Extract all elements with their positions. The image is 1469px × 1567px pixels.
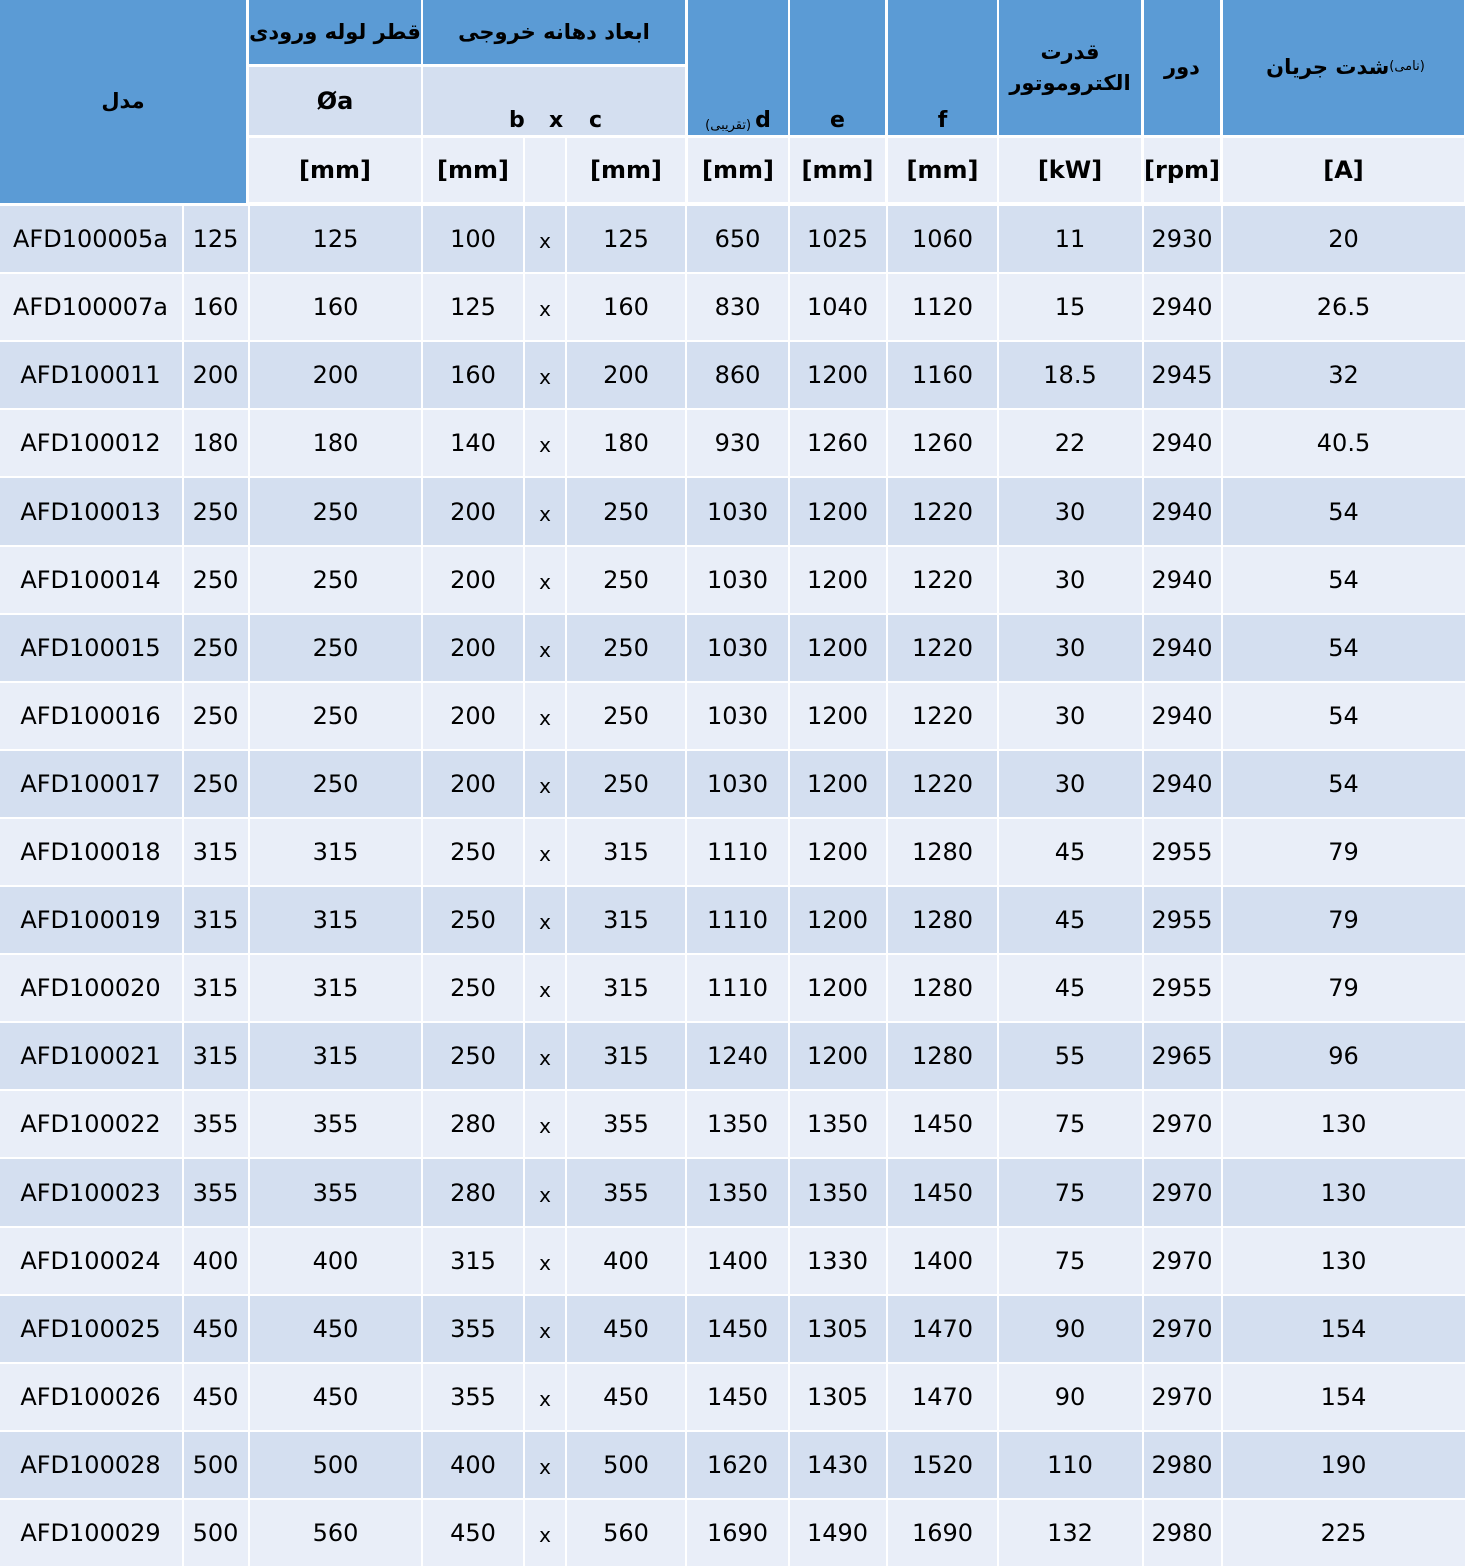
cell-e: 1430 [806, 1451, 869, 1479]
cell-kw: 75 [1054, 1110, 1086, 1138]
header-inlet-label: قطر لوله ورودی [249, 19, 421, 44]
header-power-line2: الکتروموتور [1009, 70, 1131, 95]
cell-c: 560 [603, 1519, 649, 1547]
cell-d: 1690 [706, 1519, 769, 1547]
cell-size: 250 [192, 770, 239, 798]
cell-amp: 130 [1320, 1110, 1367, 1138]
cell-kw: 90 [1054, 1383, 1086, 1411]
unit-a [249, 138, 421, 202]
header-f [888, 0, 997, 135]
cell-d: 860 [714, 361, 761, 389]
cell-a: 355 [312, 1178, 359, 1207]
cell-d: 1030 [706, 566, 769, 594]
cell-d: 1350 [706, 1178, 769, 1207]
cell-c: 355 [603, 1110, 649, 1138]
cell-size: 500 [192, 1519, 239, 1547]
cell-kw: 75 [1054, 1247, 1086, 1275]
cell-amp: 154 [1320, 1383, 1367, 1411]
cell-rpm: 2940 [1151, 429, 1213, 457]
cell-amp: 54 [1328, 770, 1359, 798]
cell-f: 1400 [911, 1247, 974, 1275]
cell-f: 1120 [911, 293, 974, 321]
cell-model: AFD100022 [20, 1110, 161, 1138]
cell-e: 1200 [806, 361, 869, 389]
column-divider [685, 204, 687, 1567]
cell-a: 450 [312, 1383, 359, 1411]
header-current [1223, 0, 1464, 135]
header-e [790, 0, 885, 135]
cell-kw: 30 [1054, 497, 1086, 526]
cell-c: 180 [603, 429, 649, 457]
outlet-c-label: c [589, 108, 603, 133]
cell-kw: 90 [1054, 1315, 1086, 1343]
cell-e: 1350 [806, 1178, 869, 1207]
cell-model: AFD100028 [20, 1451, 161, 1479]
cell-model: AFD100007a [12, 293, 169, 321]
cell-c: 250 [603, 566, 649, 594]
cell-kw: 15 [1054, 293, 1086, 321]
cell-amp: 130 [1320, 1178, 1367, 1207]
cell-c: 250 [603, 634, 649, 662]
unit-d [688, 138, 788, 202]
cell-d: 1450 [706, 1383, 769, 1411]
cell-c: 315 [603, 1042, 649, 1070]
cell-f: 1450 [911, 1110, 974, 1138]
cell-c: 160 [603, 293, 649, 321]
cell-d: 830 [714, 293, 761, 321]
cell-amp: 54 [1328, 566, 1359, 594]
cell-f: 1060 [911, 225, 974, 253]
cell-d: 930 [714, 429, 761, 457]
cell-amp: 20 [1328, 225, 1359, 253]
cell-x: x [539, 433, 551, 457]
cell-a: 250 [312, 702, 359, 730]
cell-d: 1450 [706, 1315, 769, 1343]
cell-size: 160 [192, 293, 239, 321]
cell-size: 250 [192, 497, 239, 526]
cell-model: AFD100026 [20, 1383, 161, 1411]
header-outlet [423, 0, 685, 64]
cell-kw: 30 [1054, 770, 1086, 798]
cell-f: 1280 [911, 838, 974, 866]
cell-size: 355 [192, 1178, 239, 1207]
unit-rpm-label: [rpm] [1144, 156, 1220, 184]
cell-model: AFD100005a [12, 225, 169, 253]
column-divider [248, 204, 250, 1567]
column-divider [788, 204, 790, 1567]
cell-b: 250 [450, 974, 496, 1002]
cell-c: 355 [603, 1178, 649, 1207]
cell-rpm: 2970 [1151, 1247, 1213, 1275]
cell-c: 250 [603, 497, 649, 526]
cell-a: 355 [312, 1110, 359, 1138]
cell-d: 1110 [706, 838, 769, 866]
cell-x: x [539, 842, 551, 866]
cell-amp: 130 [1320, 1247, 1367, 1275]
cell-e: 1200 [806, 974, 869, 1002]
cell-rpm: 2930 [1151, 225, 1213, 253]
cell-b: 280 [450, 1178, 496, 1207]
cell-b: 450 [450, 1519, 496, 1547]
cell-b: 250 [450, 1042, 496, 1070]
cell-c: 250 [603, 770, 649, 798]
cell-size: 250 [192, 702, 239, 730]
cell-size: 450 [192, 1383, 239, 1411]
cell-kw: 132 [1047, 1519, 1093, 1547]
cell-model: AFD100019 [20, 906, 161, 934]
cell-x: x [539, 1046, 551, 1070]
cell-model: AFD100024 [20, 1247, 161, 1275]
cell-rpm: 2955 [1151, 974, 1213, 1002]
unit-kw [999, 138, 1141, 202]
cell-amp: 32 [1328, 361, 1359, 389]
column-divider [421, 204, 423, 1567]
cell-d: 650 [714, 225, 761, 253]
cell-model: AFD100029 [20, 1519, 161, 1547]
header-power [999, 0, 1141, 135]
cell-b: 160 [450, 361, 496, 389]
cell-kw: 110 [1047, 1451, 1093, 1479]
cell-c: 125 [603, 225, 649, 253]
cell-e: 1490 [806, 1519, 869, 1547]
cell-size: 180 [192, 429, 239, 457]
cell-kw: 11 [1054, 225, 1086, 253]
cell-x: x [539, 365, 551, 389]
cell-f: 1220 [911, 770, 974, 798]
header-inlet [249, 0, 421, 64]
cell-x: x [539, 638, 551, 662]
header-d-label: d [755, 108, 771, 133]
cell-x: x [539, 1387, 551, 1411]
cell-amp: 225 [1320, 1519, 1367, 1547]
unit-kw-label: [kW] [1037, 156, 1103, 184]
cell-model: AFD100012 [20, 429, 161, 457]
cell-f: 1690 [911, 1519, 974, 1547]
cell-amp: 79 [1328, 974, 1359, 1002]
header-e-label: e [830, 108, 845, 133]
cell-kw: 55 [1054, 1042, 1086, 1070]
unit-d-label: [mm] [702, 156, 774, 184]
header-power-line1: قدرت [1040, 40, 1100, 65]
cell-e: 1200 [806, 770, 869, 798]
cell-rpm: 2970 [1151, 1178, 1213, 1207]
cell-model: AFD100018 [20, 838, 161, 866]
cell-size: 450 [192, 1315, 239, 1343]
cell-size: 400 [192, 1247, 239, 1275]
cell-amp: 154 [1320, 1315, 1367, 1343]
unit-c-label: [mm] [590, 156, 662, 184]
cell-amp: 96 [1328, 1042, 1359, 1070]
column-divider [1221, 204, 1223, 1567]
cell-b: 280 [450, 1110, 496, 1138]
cell-f: 1160 [911, 361, 974, 389]
cell-rpm: 2970 [1151, 1383, 1213, 1411]
cell-model: AFD100023 [20, 1178, 161, 1207]
cell-f: 1470 [911, 1383, 974, 1411]
cell-b: 250 [450, 838, 496, 866]
unit-a-label: [mm] [299, 156, 371, 184]
cell-a: 560 [312, 1519, 359, 1547]
cell-e: 1025 [806, 225, 869, 253]
cell-a: 250 [312, 634, 359, 662]
cell-kw: 30 [1054, 634, 1086, 662]
cell-a: 160 [312, 293, 359, 321]
inlet-symbol-label: Øa [316, 87, 354, 115]
cell-d: 1030 [706, 770, 769, 798]
header-model-label: مدل [101, 89, 145, 114]
cell-kw: 45 [1054, 974, 1086, 1002]
cell-amp: 190 [1320, 1451, 1367, 1479]
unit-e [790, 138, 885, 202]
cell-rpm: 2940 [1151, 702, 1213, 730]
cell-x: x [539, 501, 551, 526]
cell-amp: 54 [1328, 497, 1359, 526]
cell-d: 1030 [706, 497, 769, 526]
cell-amp: 54 [1328, 702, 1359, 730]
cell-c: 315 [603, 906, 649, 934]
cell-model: AFD100016 [20, 702, 161, 730]
header-rpm-label: دور [1164, 55, 1200, 80]
cell-a: 500 [312, 1451, 359, 1479]
cell-size: 315 [192, 906, 239, 934]
cell-x: x [539, 910, 551, 934]
cell-a: 315 [312, 906, 359, 934]
cell-x: x [539, 570, 551, 594]
cell-x: x [539, 706, 551, 730]
unit-amp [1223, 138, 1464, 202]
cell-rpm: 2955 [1151, 838, 1213, 866]
cell-x: x [539, 1114, 551, 1138]
unit-rpm [1144, 138, 1220, 202]
cell-model: AFD100013 [20, 497, 161, 526]
cell-d: 1620 [706, 1451, 769, 1479]
cell-a: 250 [312, 566, 359, 594]
cell-d: 1110 [706, 906, 769, 934]
cell-f: 1220 [911, 566, 974, 594]
unit-c [567, 138, 685, 202]
unit-e-label: [mm] [801, 156, 874, 184]
cell-model: AFD100025 [20, 1315, 161, 1343]
cell-kw: 75 [1054, 1178, 1086, 1207]
cell-amp: 79 [1328, 906, 1359, 934]
cell-c: 500 [603, 1451, 649, 1479]
unit-x-spacer [525, 138, 565, 202]
cell-kw: 22 [1054, 429, 1086, 457]
cell-f: 1450 [911, 1178, 974, 1207]
cell-b: 200 [450, 702, 496, 730]
cell-f: 1220 [911, 497, 974, 526]
cell-b: 200 [450, 634, 496, 662]
cell-b: 100 [450, 225, 496, 253]
cell-amp: 54 [1328, 634, 1359, 662]
cell-size: 315 [192, 838, 239, 866]
cell-c: 400 [603, 1247, 649, 1275]
cell-kw: 30 [1054, 702, 1086, 730]
column-divider [886, 204, 888, 1567]
cell-model: AFD100014 [20, 566, 161, 594]
header-outlet-bxc [423, 67, 685, 135]
header-inlet-symbol [249, 67, 421, 135]
cell-rpm: 2940 [1151, 566, 1213, 594]
header-current-label: شدت جریان [1266, 55, 1390, 80]
cell-b: 355 [450, 1315, 496, 1343]
cell-rpm: 2980 [1151, 1451, 1213, 1479]
cell-size: 250 [192, 634, 239, 662]
cell-x: x [539, 978, 551, 1002]
cell-b: 200 [450, 497, 496, 526]
cell-rpm: 2940 [1151, 634, 1213, 662]
cell-f: 1220 [911, 634, 974, 662]
cell-rpm: 2955 [1151, 906, 1213, 934]
cell-f: 1470 [911, 1315, 974, 1343]
cell-model: AFD100011 [20, 361, 161, 389]
cell-kw: 45 [1054, 838, 1086, 866]
cell-kw: 18.5 [1043, 361, 1097, 389]
header-model [0, 0, 246, 203]
cell-c: 450 [603, 1383, 649, 1411]
outlet-x-label: x [549, 108, 564, 133]
header-d [688, 0, 788, 135]
cell-a: 200 [312, 361, 359, 389]
cell-f: 1280 [911, 1042, 974, 1070]
cell-a: 315 [312, 838, 359, 866]
cell-f: 1280 [911, 974, 974, 1002]
cell-e: 1200 [806, 634, 869, 662]
unit-b [423, 138, 523, 202]
cell-x: x [539, 1523, 551, 1547]
column-divider [565, 204, 567, 1567]
cell-model: AFD100017 [20, 770, 161, 798]
cell-e: 1200 [806, 838, 869, 866]
column-divider [1142, 204, 1144, 1567]
cell-d: 1110 [706, 974, 769, 1002]
cell-size: 355 [192, 1110, 239, 1138]
cell-rpm: 2940 [1151, 497, 1213, 526]
header-rpm [1144, 0, 1220, 135]
cell-x: x [539, 229, 551, 253]
cell-e: 1305 [806, 1383, 869, 1411]
cell-b: 355 [450, 1383, 496, 1411]
cell-e: 1200 [806, 906, 869, 934]
cell-d: 1240 [706, 1042, 769, 1070]
cell-e: 1040 [806, 293, 869, 321]
cell-rpm: 2970 [1151, 1315, 1213, 1343]
cell-kw: 30 [1054, 566, 1086, 594]
cell-b: 125 [450, 293, 496, 321]
cell-e: 1305 [806, 1315, 869, 1343]
cell-rpm: 2945 [1151, 361, 1213, 389]
cell-size: 200 [192, 361, 239, 389]
header-d-note: (تقریبی) [705, 118, 752, 133]
cell-size: 125 [192, 225, 239, 253]
unit-amp-label: [A] [1323, 156, 1364, 184]
unit-f [888, 138, 997, 202]
cell-x: x [539, 1319, 551, 1343]
cell-model: AFD100021 [20, 1042, 161, 1070]
cell-amp: 79 [1328, 838, 1359, 866]
cell-c: 315 [603, 838, 649, 866]
cell-a: 450 [312, 1315, 359, 1343]
cell-amp: 26.5 [1316, 293, 1371, 321]
cell-x: x [539, 1455, 551, 1479]
unit-f-label: [mm] [906, 156, 979, 184]
cell-x: x [539, 297, 551, 321]
cell-d: 1350 [706, 1110, 769, 1138]
column-divider [523, 204, 525, 1567]
cell-model: AFD100020 [20, 974, 161, 1002]
cell-b: 400 [450, 1451, 496, 1479]
cell-f: 1220 [911, 702, 974, 730]
unit-b-label: [mm] [437, 156, 509, 184]
cell-b: 200 [450, 566, 496, 594]
cell-rpm: 2940 [1151, 293, 1213, 321]
cell-rpm: 2940 [1151, 770, 1213, 798]
cell-size: 315 [192, 1042, 239, 1070]
cell-e: 1200 [806, 566, 869, 594]
cell-a: 315 [312, 974, 359, 1002]
cell-e: 1350 [806, 1110, 869, 1138]
cell-c: 315 [603, 974, 649, 1002]
cell-b: 315 [450, 1247, 496, 1275]
cell-b: 200 [450, 770, 496, 798]
cell-size: 500 [192, 1451, 239, 1479]
cell-rpm: 2980 [1151, 1519, 1213, 1547]
cell-e: 1200 [806, 497, 869, 526]
cell-model: AFD100015 [20, 634, 161, 662]
cell-f: 1260 [911, 429, 974, 457]
cell-d: 1400 [706, 1247, 769, 1275]
cell-x: x [539, 1182, 551, 1207]
header-f-label: f [937, 108, 948, 133]
cell-size: 315 [192, 974, 239, 1002]
cell-b: 250 [450, 906, 496, 934]
cell-x: x [539, 774, 551, 798]
column-divider [997, 204, 999, 1567]
header-outlet-label: ابعاد دهانه خروجی [458, 19, 650, 44]
header-current-note: (نامی) [1389, 59, 1425, 75]
column-divider [182, 204, 184, 1567]
cell-amp: 40.5 [1316, 429, 1371, 457]
cell-e: 1330 [806, 1247, 869, 1275]
cell-a: 250 [312, 497, 359, 526]
cell-f: 1280 [911, 906, 974, 934]
cell-d: 1030 [706, 702, 769, 730]
cell-a: 250 [312, 770, 359, 798]
cell-e: 1200 [806, 1042, 869, 1070]
cell-a: 125 [312, 225, 359, 253]
cell-a: 400 [312, 1247, 359, 1275]
cell-a: 315 [312, 1042, 359, 1070]
cell-e: 1260 [806, 429, 869, 457]
cell-a: 180 [312, 429, 359, 457]
cell-rpm: 2965 [1151, 1042, 1213, 1070]
outlet-b-label: b [509, 108, 525, 133]
cell-e: 1200 [806, 702, 869, 730]
cell-c: 200 [603, 361, 649, 389]
cell-b: 140 [450, 429, 496, 457]
cell-rpm: 2970 [1151, 1110, 1213, 1138]
cell-c: 450 [603, 1315, 649, 1343]
cell-size: 250 [192, 566, 239, 594]
cell-x: x [539, 1251, 551, 1275]
cell-kw: 45 [1054, 906, 1086, 934]
cell-d: 1030 [706, 634, 769, 662]
cell-f: 1520 [911, 1451, 974, 1479]
cell-c: 250 [603, 702, 649, 730]
